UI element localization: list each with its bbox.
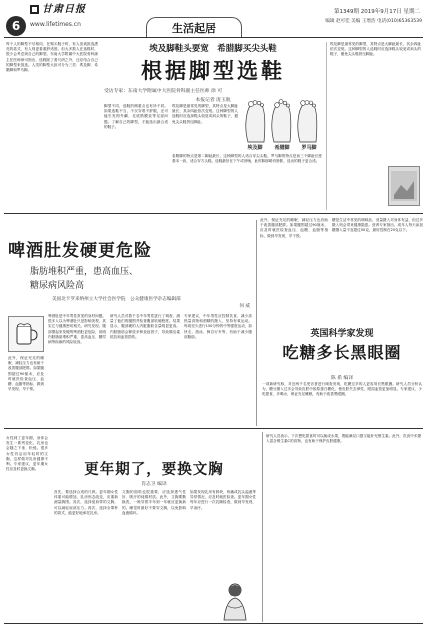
section-tab bbox=[146, 17, 242, 37]
page-bottom-rule bbox=[4, 623, 423, 624]
bra-body-col4: 如果发现乳房有肿块、疼痛或乳头溢液等异常情况，应及时就医检查。更年期女性每年应进行一次乳腺检查，做到早发现、早治疗。 bbox=[190, 490, 256, 510]
shoes-body-col2: 脚型不同，选鞋的侧重点也有所不同。如果选鞋不当，不仅穿着不舒服，还可能引发拇外翻、足底筋膜炎等足部问题。了解自己的脚型，才能选出最合适的鞋子。 bbox=[104, 104, 168, 129]
sugar-body: 一项新研究称，对近两千名受访者进行调查发现，吃糖过多的人更容易长黑眼圈。研究人员分析认为，糖分摄入过多会导致皮肤中胶原蛋白糖化，使皮肤失去弹性，眼周血管更加明显。专家建议，少吃甜食，多喝水，保证充足睡眠，有助于改善黑眼圈。 bbox=[262, 382, 422, 397]
article-shoes bbox=[0, 38, 427, 216]
decorative-illustration bbox=[388, 166, 420, 206]
shoes-expert: 受访专家：东南大学附属中大医院骨科副主任医师 徐 可 bbox=[104, 89, 223, 94]
shoes-body-col4: 希腊脚的特点是第二脚趾最长，这种脚型的人适合穿尖头鞋。罗马脚的特点是前三个脚趾长度基本一致，适合穿方头鞋。选鞋最好在下午或傍晚，此时脚部略有肿胀，选出的鞋子更合适。 bbox=[172, 154, 322, 164]
section-title: 生活起居 bbox=[172, 22, 216, 35]
foot-types-illustration bbox=[242, 98, 322, 150]
section-rule-1 bbox=[4, 213, 423, 214]
beer-body-col0: 此外，保证充足的睡眠、减轻压力也有助于改善腹部肥胖。如果腰围超过90厘米，应及时就医检查血压、血糖、血脂等指标，做到早发现、早干预。 bbox=[8, 356, 44, 392]
newspaper-logo bbox=[30, 3, 110, 17]
shoes-kicker: 埃及脚鞋头要宽 希腊脚买尖头鞋 bbox=[149, 44, 277, 54]
beer-headline: 啤酒肚发硬更危险 bbox=[8, 241, 152, 261]
issue-info: 第1349期 2019年9月17日 星期二 bbox=[334, 9, 420, 15]
sugar-reporter: 陈 希 编译 bbox=[330, 376, 354, 381]
beer-reporter: 何 威 bbox=[239, 304, 250, 309]
bra-headline: 更年期了，要换文胸 bbox=[84, 462, 224, 478]
bra-illustration bbox=[214, 582, 256, 622]
bra-body-col2: 首先，要选择合适的尺码。更年期女性体重可能增加，乳房形态改变，应重新测量胸围。其次，选择宽肩带的文胸，可以减轻肩部压力。再次，选择全罩杯的款式，能更好地承托乳房。 bbox=[54, 490, 118, 515]
beer-right-divider bbox=[256, 220, 257, 426]
beer-body-col1: 啤酒肚是中年男性常见的身材问题。很多人以为啤酒肚只是影响美观，其实它与健康密切相关。研究发现，腹部摸起来发硬的啤酒肚更危险，说明内脏脂肪堆积严重，患高血压、糖尿病等疾病的风险较高。 bbox=[48, 314, 106, 345]
sugar-tag: 英国科学家发现 bbox=[310, 329, 374, 339]
article-beer-belly bbox=[0, 216, 255, 428]
sugar-headline-box bbox=[262, 320, 422, 372]
section-rule-2 bbox=[4, 428, 423, 429]
logo-square-icon bbox=[30, 5, 39, 14]
page-number-badge bbox=[6, 16, 26, 36]
bra-lead-column: 女性到了更年期，身体会发生一系列变化，乳房也会随之下垂、松弛。很多女性仍沿用年轻时的文胸，这样做对乳房健康不利。专家建议，更年期女性应及时更换文胸。 bbox=[6, 436, 48, 472]
foot-label-egyptian: 埃及脚 bbox=[247, 145, 263, 151]
masthead bbox=[0, 0, 427, 38]
beer-body-col2: 研究人员对数千名中年男性进行了调查，测量了他们的腰围并检查腹部软硬程度。结果显示，腹部硬的人内脏脂肪含量明显更高。内脏脂肪会释放多种炎症因子，导致胰岛素抵抗和血管损伤。 bbox=[110, 314, 180, 339]
shoes-body-col3: 埃及脚是最常见的脚型，其特点是大脚趾最长，其余四趾依次变短。这种脚型的人选鞋时应选择鞋头较宽或斜头的鞋子，避免尖头鞋挤压脚趾。 bbox=[172, 104, 238, 124]
sugar-right-top: 糖是生活中常见的调味品，适量摄入对身体有益，但过多摄入则会带来健康隐患。营养专家指出，成年人每天添加糖摄入量不宜超过50克，最好控制在25克以下。 bbox=[332, 218, 423, 233]
beer-body-col3: 专家建议，中年男性应控制饮食，减少高热量食物和酒精的摄入，坚持有氧运动。每周至少进行150分钟的中等强度运动，如快走、游泳、骑自行车等，有助于减少腹部脂肪。 bbox=[184, 314, 252, 339]
sugar-headline: 吃糖多长黑眼圈 bbox=[282, 343, 402, 362]
bra-right-divider bbox=[262, 432, 263, 622]
shoes-divider bbox=[326, 42, 327, 210]
foot-label-roman: 罗马脚 bbox=[301, 145, 317, 151]
article-bra bbox=[0, 430, 260, 626]
foot-shapes-icon bbox=[242, 98, 322, 144]
shoes-lead-column: 每个人的脚型不尽相同，在购买鞋子时，有人喜欢挑选漂亮的款式，有人则更看重舒适度。但大多数人在选鞋时，很少会考虑到自己的脚型。东南大学附属中大医院骨科副主任医师徐可指出，选鞋除了看尺码之外，还应结合自己的脚型来挑选。人类的脚型大致可分为三类：埃及脚、希腊脚和罗马脚。 bbox=[6, 42, 98, 73]
woman-figure-icon bbox=[214, 582, 256, 622]
foot-label-greek: 希腊脚 bbox=[274, 145, 290, 151]
shoes-reporter: 本报记者 庞玉航 bbox=[195, 98, 231, 103]
editor-info: 编辑 赵可佳 美编 王增浩 电话(010)65363539 bbox=[325, 19, 422, 24]
page-number: 6 bbox=[11, 19, 21, 33]
bra-body-col3: 文胸的面料也很重要，应选择透气性好、吸汗的纯棉材质。此外，文胸要勤换洗，一般穿着半年到一年就应更换新的。睡觉时最好不要穿文胸，以免影响血液循环。 bbox=[122, 490, 186, 515]
logo-text: 甘肃日报 bbox=[42, 4, 86, 15]
beer-illustration bbox=[8, 316, 44, 352]
shoes-headline: 根据脚型选鞋 bbox=[141, 59, 285, 83]
shoe-photo-icon bbox=[389, 167, 419, 205]
beer-right-column: 此外，保证充足的睡眠、减轻压力也有助于改善腹部肥胖。如果腰围超过90厘米，应及时就医检查血压、血糖、血脂等指标，做到早发现、早干预。 bbox=[260, 218, 328, 238]
beer-mug-icon bbox=[9, 317, 43, 351]
site-url: www.lifetimes.cn bbox=[30, 21, 81, 28]
beer-subtitle-1: 脂肪堆积严重，患高血压、 bbox=[30, 267, 139, 277]
sugar-right-bottom: 研究人员表示，下次想吃甜食时可以换成水果，既能满足口感又能补充维生素。此外，饮食中多摄入富含维生素C的食物，也有助于保护皮肤健康。 bbox=[266, 434, 421, 444]
beer-source: 美国北卡罗来纳州立大学社会医学院 公众健康医学杂志编辑部 bbox=[52, 297, 181, 302]
shoes-right-column: 埃及脚是最常见的脚型，其特点是大脚趾最长，其余四趾依次变短。这种脚型的人选鞋时应选择鞋头较宽或斜头的鞋子，避免尖头鞋挤压脚趾。 bbox=[330, 42, 421, 57]
bra-reporter: 肖志卫 编译 bbox=[141, 482, 167, 487]
beer-subtitle-2: 糖尿病风险高 bbox=[30, 281, 85, 291]
